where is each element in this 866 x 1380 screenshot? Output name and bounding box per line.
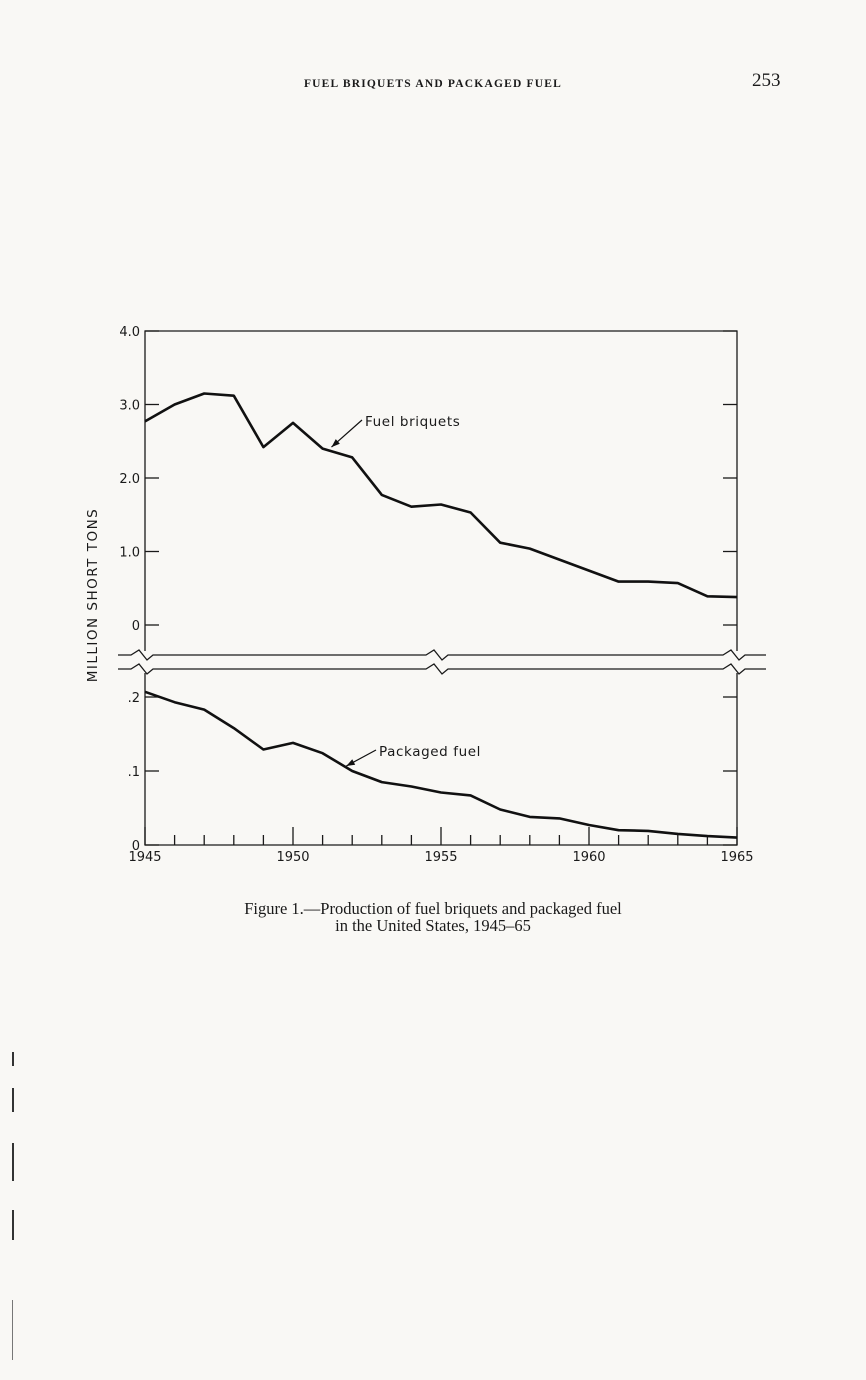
figure-caption-line-2: in the United States, 1945–65 <box>335 916 531 935</box>
y-tick-label-upper: 1.0 <box>119 545 140 561</box>
page-number: 253 <box>752 70 781 91</box>
series-annotations <box>331 414 481 766</box>
margin-mark <box>12 1088 14 1112</box>
series-lines <box>145 394 737 838</box>
x-tick-label: 1950 <box>276 850 310 865</box>
y-axis-label: MILLION SHORT TONS <box>85 507 101 683</box>
margin-mark <box>12 1143 14 1181</box>
break-line-lower <box>118 664 766 674</box>
x-tick-label: 1965 <box>720 850 754 865</box>
packaged-fuel-annotation-arrowhead <box>346 759 355 766</box>
x-tick-label: 1960 <box>572 850 606 865</box>
axis-break-marks <box>118 650 766 674</box>
y-tick-label-upper: 4.0 <box>119 325 140 340</box>
upper-frame-outline <box>145 331 737 651</box>
axis-ticks <box>145 331 737 845</box>
y-tick-label-upper: 0 <box>131 619 140 634</box>
upper-panel-frame <box>145 331 737 651</box>
y-tick-label-lower: .1 <box>127 765 140 780</box>
packaged-fuel-annotation-label: Packaged fuel <box>379 744 481 760</box>
margin-mark <box>12 1210 14 1240</box>
y-tick-label-upper: 3.0 <box>119 398 140 414</box>
x-tick-label: 1945 <box>128 850 162 865</box>
y-tick-label-lower: .2 <box>127 691 140 706</box>
break-line-upper <box>118 650 766 660</box>
tick-labels <box>119 325 753 865</box>
y-tick-label-lower: 0 <box>131 839 140 854</box>
margin-mark <box>12 1300 13 1360</box>
series-packaged-fuel-line <box>145 692 737 838</box>
x-tick-label: 1955 <box>424 850 458 865</box>
figure-caption-line-1: Figure 1.—Production of fuel briquets and packaged fuel <box>244 899 622 918</box>
running-header: FUEL BRIQUETS AND PACKAGED FUEL <box>303 78 563 90</box>
y-tick-label-upper: 2.0 <box>119 472 140 487</box>
margin-mark <box>12 1052 14 1066</box>
fuel-briquets-annotation-label: Fuel briquets <box>365 414 461 430</box>
